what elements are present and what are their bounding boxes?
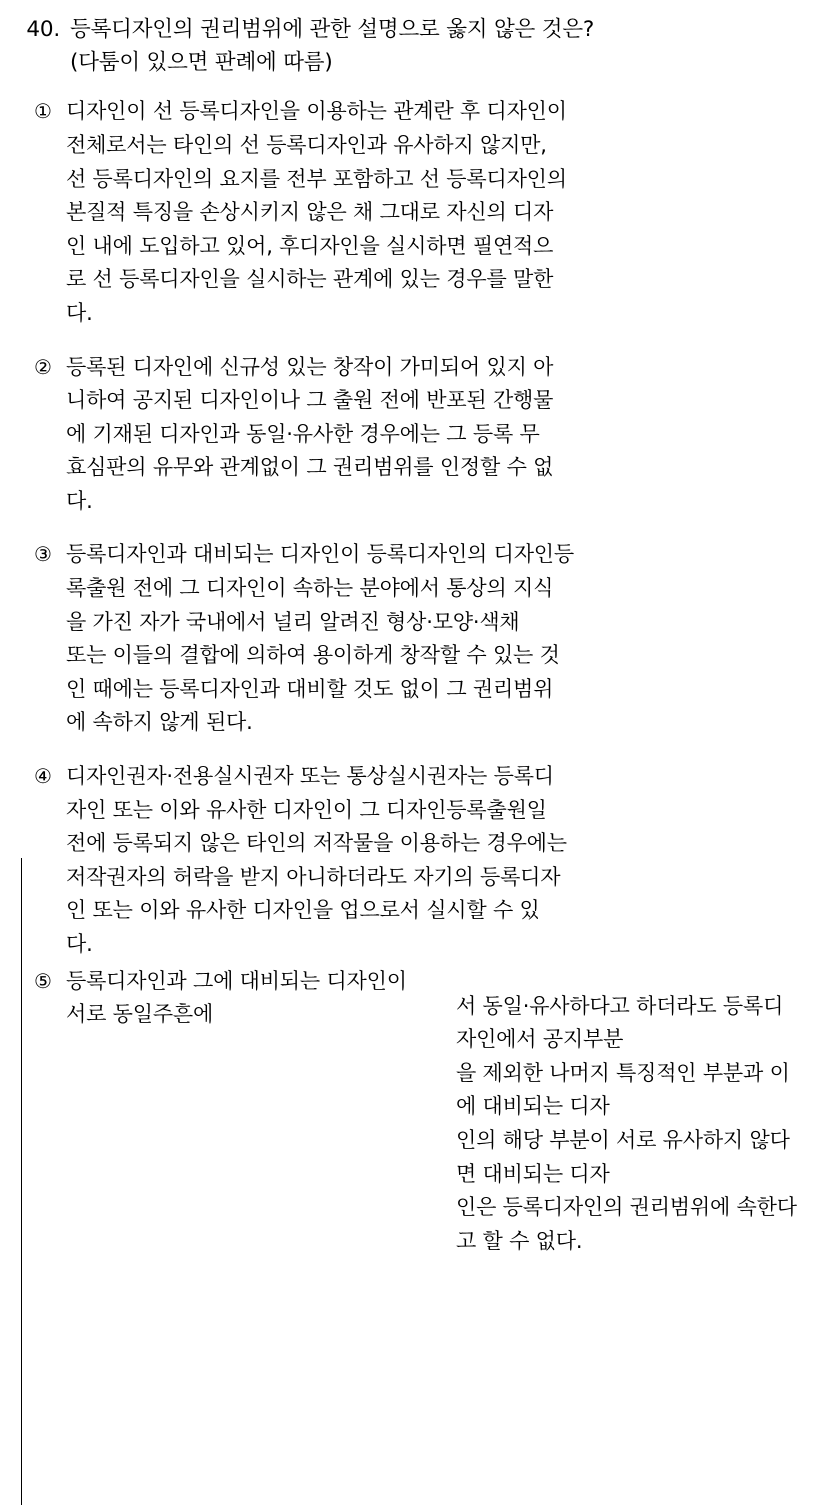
- choice-line: 다.: [66, 300, 93, 325]
- choice-line: 인 또는 이와 유사한 디자인을 업으로서 실시할 수 있: [66, 898, 540, 923]
- choice-line: 또는 이들의 결합에 의하여 용이하게 창작할 수 있는 것: [66, 643, 560, 668]
- choice-list: [22, 95, 802, 1258]
- choice-text-5: [412, 990, 802, 1259]
- choice-item-3[interactable]: [22, 538, 802, 740]
- question-number: 40.: [26, 17, 60, 42]
- choice-clipped-line-row: [22, 968, 412, 1027]
- page-left-rule: [21, 858, 22, 1505]
- choice-line: 자인 또는 이와 유사한 디자인이 그 디자인등록출원일: [66, 797, 547, 822]
- choice-line: 저작권자의 허락을 받지 아니하더라도 자기의 등록디자: [66, 864, 561, 889]
- choice-line: 전에 등록되지 않은 타인의 저작물을 이용하는 경우에는: [66, 831, 567, 856]
- choice-line: 록출원 전에 그 디자인이 속하는 분야에서 통상의 지식: [66, 576, 554, 601]
- choice-line: 인의 해당 부분이 서로 유사하지 않다면 대비되는 디자: [456, 1127, 790, 1186]
- choice-text-2: [66, 351, 766, 519]
- choice-line: 에 속하지 않게 된다.: [66, 710, 253, 735]
- choice-line: 을 가진 자가 국내에서 널리 알려진 형상·모양·색채: [66, 609, 520, 634]
- choice-text-3: [66, 538, 766, 740]
- choice-item-1[interactable]: [22, 95, 802, 330]
- choice-line: 을 제외한 나머지 특징적인 부분과 이에 대비되는 디자: [456, 1060, 790, 1119]
- choice-line: 다.: [66, 932, 93, 956]
- choice-line: 디자인권자·전용실시권자 또는 통상실시권자는 등록디: [66, 764, 554, 789]
- choice-line: 본질적 특징을 손상시키지 않은 채 그대로 자신의 디자: [66, 200, 554, 225]
- choice-item-5[interactable]: [22, 968, 802, 1259]
- choice-marker-3: ③: [34, 542, 52, 567]
- choice-clipped-line: 등록디자인과 그에 대비되는 디자인이 서로 동일주흔에: [66, 968, 407, 1027]
- choice-item-2[interactable]: [22, 351, 802, 519]
- choice-line: 효심판의 유무와 관계없이 그 권리범위를 인정할 수 없: [66, 455, 554, 480]
- choice-marker-1: ①: [34, 99, 52, 124]
- choice-line: 인 때에는 등록디자인과 대비할 것도 없이 그 권리범위: [66, 676, 554, 701]
- choice-line: 선 등록디자인의 요지를 전부 포함하고 선 등록디자인의: [66, 166, 567, 191]
- choice-line: 등록디자인과 대비되는 디자인이 등록디자인의 디자인등: [66, 542, 574, 567]
- choice-item-4[interactable]: [22, 760, 802, 962]
- choice-marker-4: ④: [34, 764, 52, 789]
- choice-line: 인은 등록디자인의 권리범위에 속한다고 할 수 없다.: [456, 1195, 797, 1253]
- choice-line: 서 동일·유사하다고 하더라도 등록디자인에서 공지부분: [456, 993, 784, 1052]
- choice-marker-5: ⑤: [34, 968, 52, 993]
- choice-line: 인 내에 도입하고 있어, 후디자인을 실시하면 필연적으: [66, 233, 554, 258]
- question-line: (다툼이 있으면 판례에 따름): [70, 49, 333, 75]
- choice-line: 로 선 등록디자인을 실시하는 관계에 있는 경우를 말한: [66, 267, 554, 292]
- choice-line: 디자인이 선 등록디자인을 이용하는 관계란 후 디자인이: [66, 99, 567, 124]
- choice-line: 에 기재된 디자인과 동일·유사한 경우에는 그 등록 무: [66, 421, 540, 446]
- choice-marker-2: ②: [34, 354, 52, 379]
- choice-line: 등록된 디자인에 신규성 있는 창작이 가미되어 있지 아: [66, 354, 554, 379]
- choice-line: 니하여 공지된 디자인이나 그 출원 전에 반포된 간행물: [66, 388, 554, 413]
- choice-text-1: [66, 95, 766, 330]
- question-stem: [22, 14, 802, 79]
- question-line: 등록디자인의 권리범위에 관한 설명으로 옳지 않은 것은?: [70, 17, 595, 42]
- choice-text-4: [66, 760, 766, 962]
- choice-line: 다.: [66, 488, 93, 513]
- question-text: [70, 14, 802, 79]
- choice-line: 전체로서는 타인의 선 등록디자인과 유사하지 않지만,: [66, 132, 547, 157]
